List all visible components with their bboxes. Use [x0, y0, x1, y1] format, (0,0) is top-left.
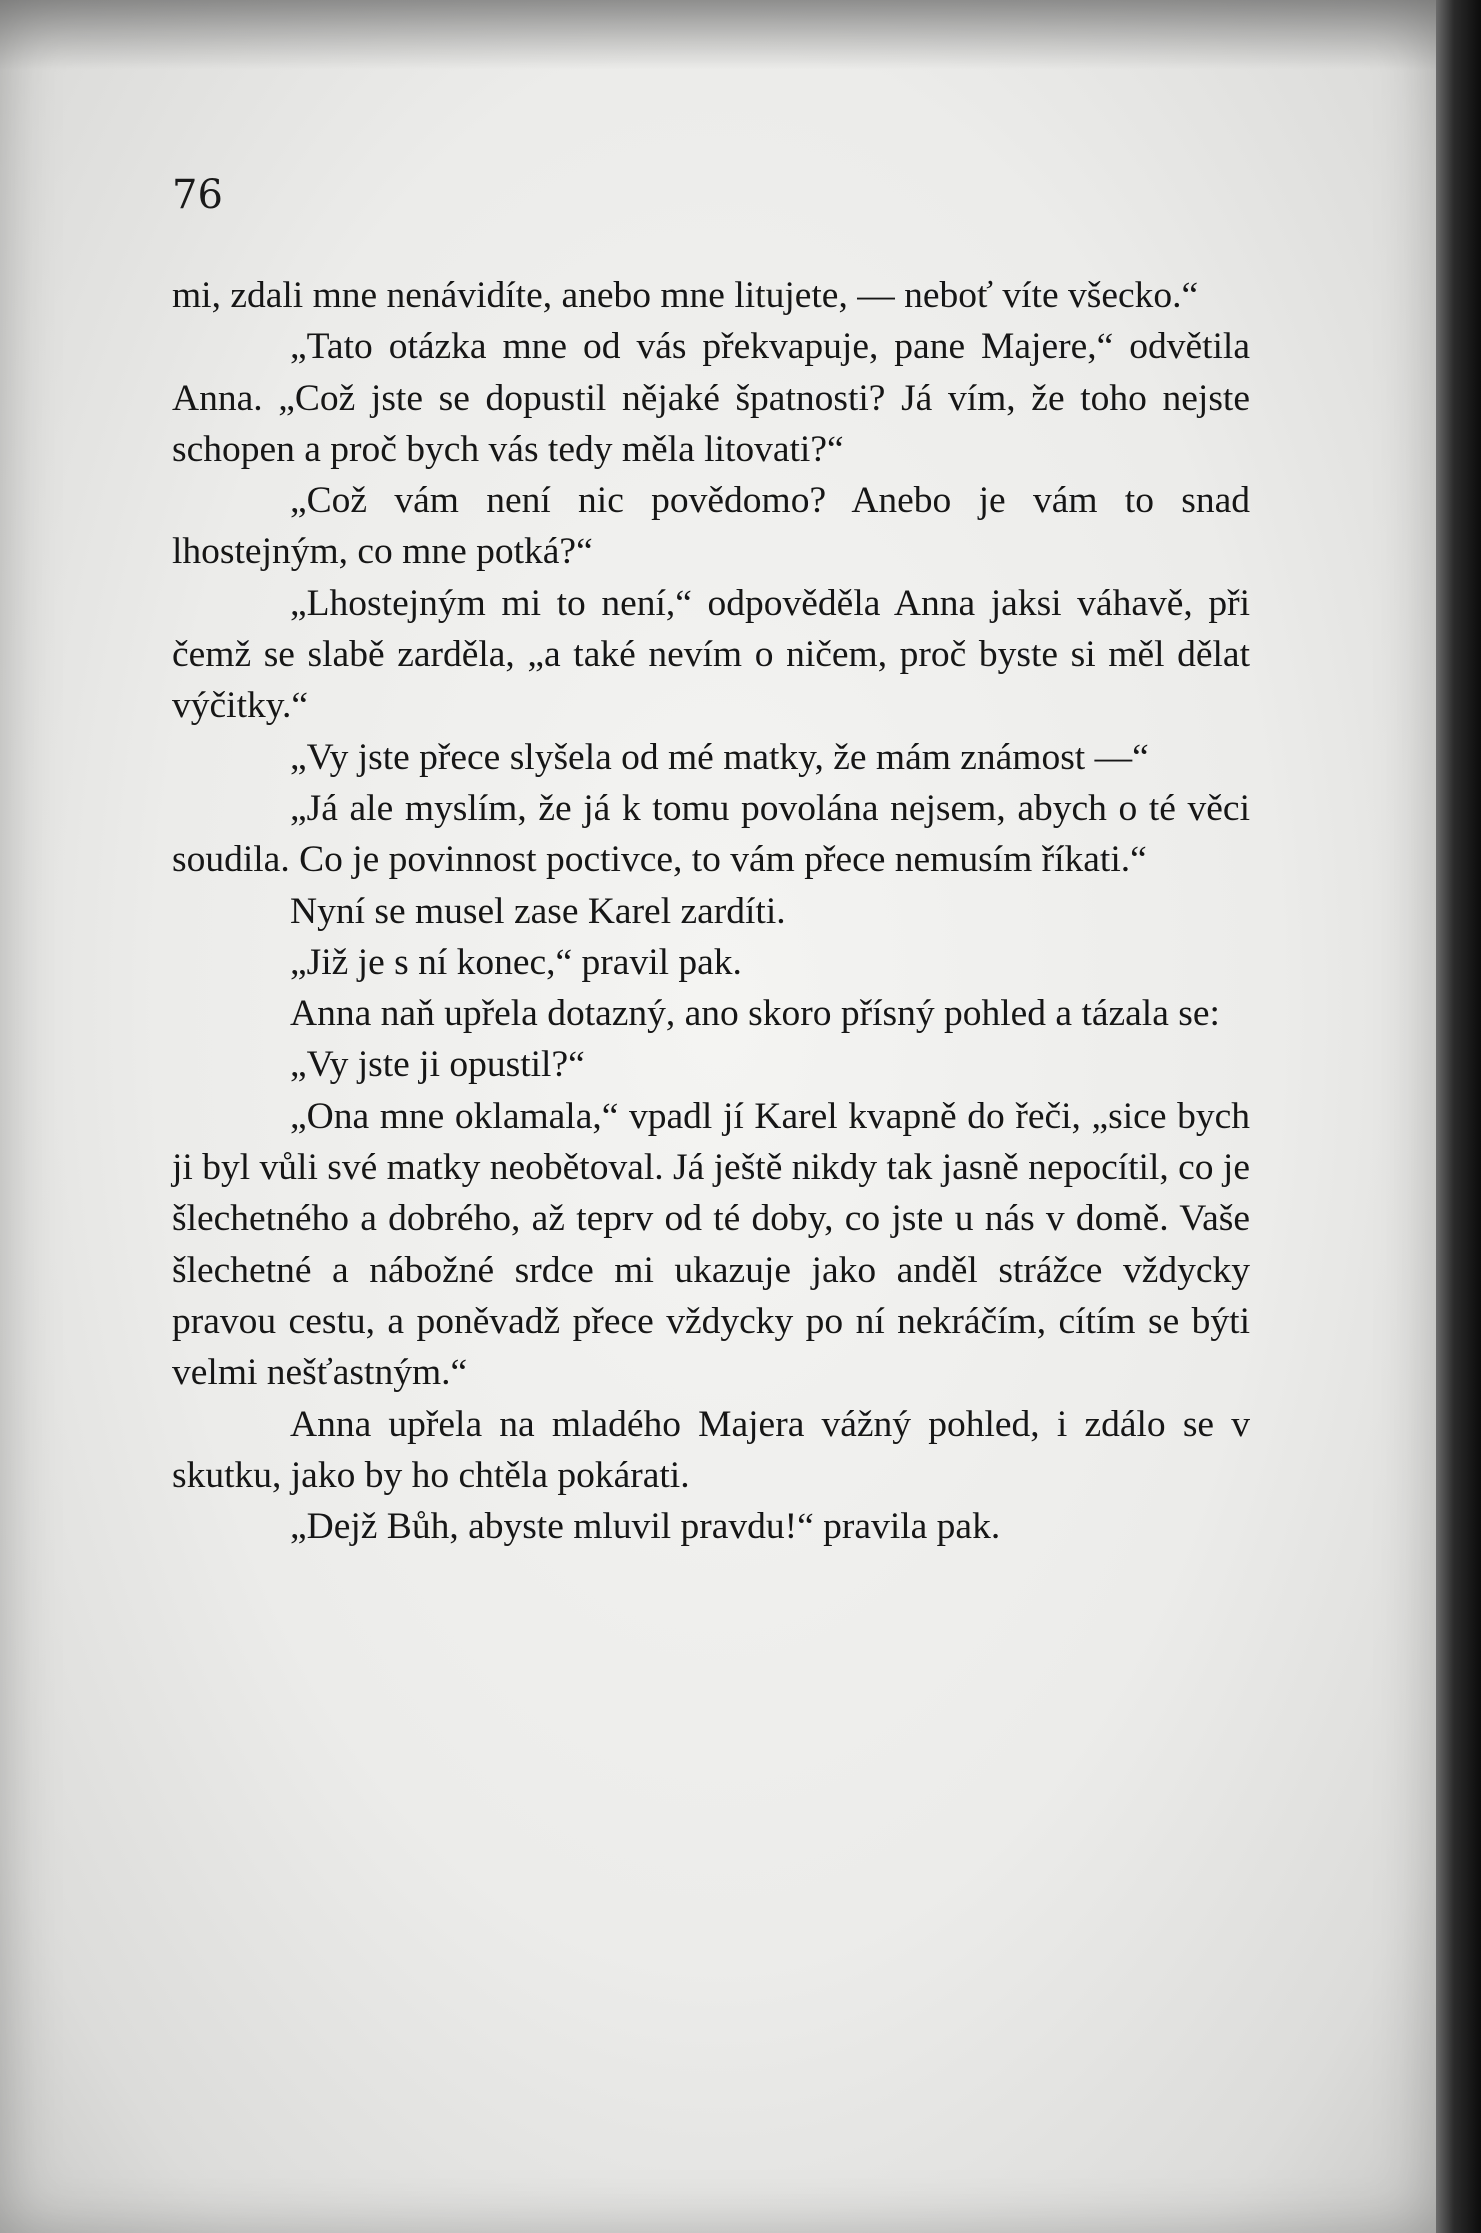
paragraph: mi, zdali mne nenávidíte, anebo mne litujete, — neboť víte všecko.“ [172, 275, 1199, 316]
paragraph: „Již je s ní konec,“ pravil pak. [290, 941, 742, 983]
paragraph: „Ona mne oklamala,“ vpadl jí Karel kvapně do řeči, „sice bych ji byl vůli své matky neobětoval. Já ještě nikdy tak jasně nepocítil, co je šlechetného a dobrého, až teprv od té doby, co jste u nás v domě. Vaše šlechetné a nábožné srdce mi ukazuje jako anděl strážce vždycky pravou cestu, a poněvadž přece vždycky po ní nekráčím, cítím se býti velmi nešťastným.“ [172, 1095, 1250, 1394]
paragraph: „Což vám není nic povědomo? Anebo je vám to snad lhostejným, co mne potká?“ [172, 480, 1250, 573]
binding-edge-shadow [1436, 0, 1481, 2233]
paragraph: „Já ale myslím, že já k tomu povolána nejsem, abych o té věci soudila. Co je povinnost poctivce, to vám přece nemusím říkati.“ [172, 787, 1250, 881]
page-number: 76 [172, 172, 223, 218]
paragraph: „Vy jste přece slyšela od mé matky, že mám známost —“ [290, 736, 1149, 778]
paragraph: „Dejž Bůh, abyste mluvil pravdu!“ pravila pak. [290, 1506, 1001, 1548]
paragraph: Anna naň upřela dotazný, ano skoro přísný pohled a tázala se: [290, 993, 1220, 1035]
paragraph: Nyní se musel zase Karel zardíti. [290, 890, 786, 932]
paragraph: Anna upřela na mladého Majera vážný pohled, i zdálo se v skutku, jako by ho chtěla pokárati. [172, 1403, 1250, 1496]
paragraph: „Tato otázka mne od vás překvapuje, pane Majere,“ odvětila Anna. „Což jste se dopustil nějaké špatnosti? Já vím, že toho nejste schopen a proč bych vás tedy měla litovati?“ [172, 326, 1250, 470]
page-top-shadow [0, 0, 1436, 70]
body-text [172, 270, 1250, 1552]
paragraph: „Vy jste ji opustil?“ [290, 1044, 585, 1086]
paragraph: „Lhostejným mi to není,“ odpověděla Anna jaksi váhavě, při čemž se slabě zarděla, „a také nevím o ničem, proč byste si měl dělat výčitky.“ [172, 582, 1250, 727]
